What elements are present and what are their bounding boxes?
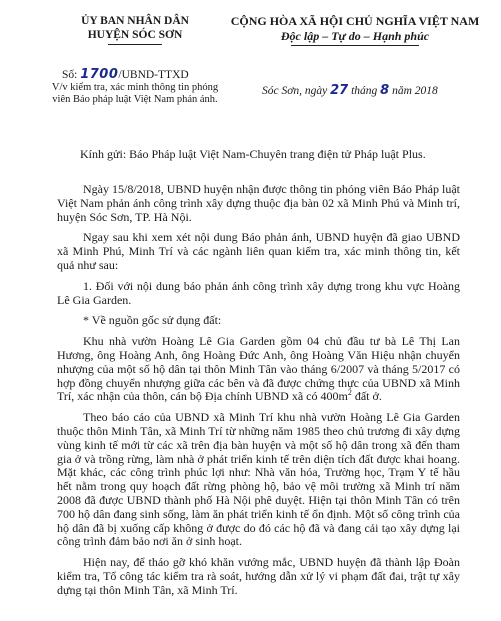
recipient-greeting: Kính gửi: Báo Pháp luật Việt Nam-Chuyên trang điện tử Pháp luật Plus. [80,147,426,161]
date-month-handwritten: 8 [380,83,390,98]
doc-number-prefix: Số: [62,69,81,81]
motto: Độc lập – Tự do – Hạnh phúc [280,29,430,43]
paragraph: Hiện nay, để tháo gỡ khó khăn vướng mắc, UBND huyện đã thành lập Đoàn kiểm tra, Tổ công tác kiểm tra rà soát, hướng dẫn xử lý vi phạm đất đai, trật tự xây dựng tại thôn Minh Tân, xã Minh Trí. [57,555,460,597]
paragraph: * Về nguồn gốc sử dụng đất: [83,313,222,328]
authority-underline [108,44,162,45]
paragraph: Ngay sau khi xem xét nội dung Báo phản ánh, UBND huyện đã giao UBND xã Minh Phú, Minh Trí và các ngành liên quan kiểm tra, xác minh thông tin, kết quả như sau: [57,230,460,272]
paragraph: Ngày 15/8/2018, UBND huyện nhận được thông tin phóng viên Báo Pháp luật Việt Nam phản ánh công trình xây dựng thuộc địa bàn 02 xã Minh Phú và Minh trí, huyện Sóc Sơn, TP. Hà Nội. [57,182,460,224]
authority-name: ỦY BAN NHÂN DÂN [81,15,189,27]
date-suffix: năm 2018 [389,85,438,97]
paragraph: 1. Đối với nội dung báo phản ánh công trình xây dựng trong khu vực Hoàng Lê Gia Garden. [57,278,460,307]
issuing-authority [40,14,230,45]
doc-number-suffix: /UBND-TTXD [118,69,189,81]
motto-underline [291,45,419,46]
date-prefix: Sóc Sơn, ngày [262,85,331,97]
country-name: CỘNG HÒA XÃ HỘI CHỦ NGHĨA VIỆT NAM [230,14,480,28]
document-subject: V/v kiểm tra, xác minh thông tin phóng viên Báo pháp luật Việt Nam phản ánh. [51,82,219,105]
paragraph-land-area [57,335,460,404]
land-text-after: đất ở. [351,389,382,404]
district-name: HUYỆN SÓC SƠN [87,29,183,41]
doc-number-handwritten: 1700 [80,67,119,82]
area-superscript: 2 [347,388,352,398]
paragraph: Theo báo cáo của UBND xã Minh Trí khu nhà vườn Hoàng Lê Gia Garden thuộc thôn Minh Tân, xã Minh Trí từ những năm 1985 theo chủ trương đi xây dựng vùng kinh tế mới từ các xã trên địa bàn huyện và một số hộ dân trong xã đến tham gia ở và trồng rừng, làm nhà ở phát triển kinh tế trên diện tích đất được khai hoang. Mặt khác, các công trình phúc lợi như: Nhà văn hóa, Trường học, Trạm Y tế hầu hết nằm trong quy hoạch đất rừng phòng hộ, bảo vệ môi trường xã Minh trí năm 2008 đã được UBND thành phố Hà Nội phê duyệt. Hiện tại thôn Minh Tân có trên 700 hộ dân đang sinh sống, làm ăn phát triển kinh tế ổn định. Một số công trình của hộ dân đã bị xuống cấp không ở được do đó các hộ đã và đang cải tạo xây dựng lại công trình đảm bảo nơi ăn ở sinh hoạt. [57,410,460,549]
document-number [62,68,189,82]
land-text: Khu nhà vườn Hoàng Lê Gia Garden gồm 04 chủ đầu tư bà Lê Thị Lan Hương, ông Hoàng Anh, ông Hoàng Đức Anh, ông Hoàng Văn Hiệu nhận chuyển nhượng của một số hộ dân tại thôn Minh Tân vào tháng 6/2007 và tháng 5/2017 có hợp đồng chuyển nhượng giữa các bên và đã được chứng thực của UBND xã Minh Trí, xác nhận của thôn, cán bộ Địa chính UBND xã có 400m [57,334,460,404]
letter-body [57,183,460,605]
date-day-handwritten: 27 [330,83,349,98]
date-mid: tháng [348,85,381,97]
document-date [262,84,438,98]
national-motto [220,14,490,46]
